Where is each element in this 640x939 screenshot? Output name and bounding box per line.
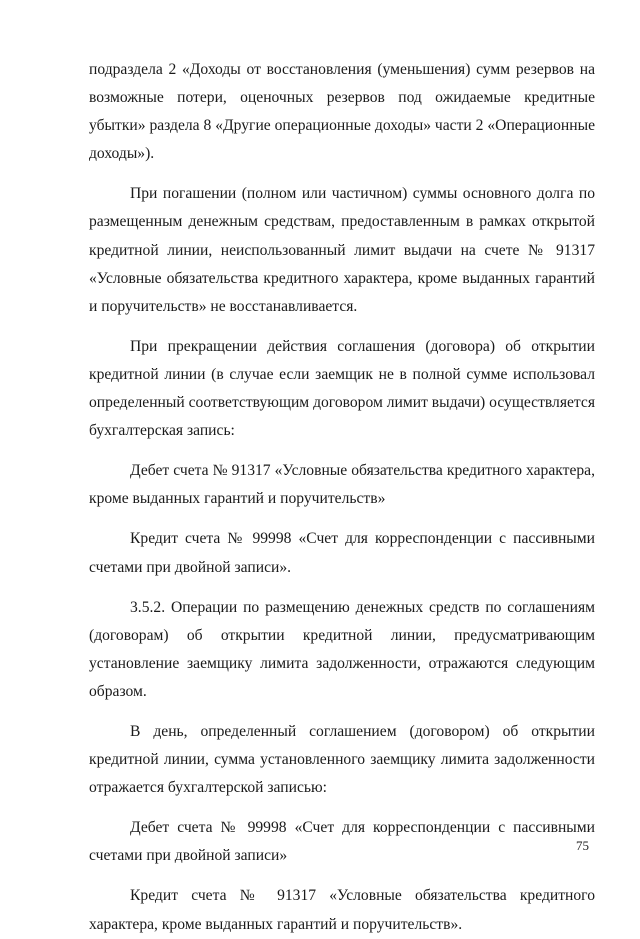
paragraph-termination: При прекращении действия соглашения (договора) об открытии кредитной линии (в случае если заемщик не в полной сумме использовал определенный соответствующим договором лимит выдачи) осуществляется бухгалтерская запись: (89, 337, 596, 440)
entry-debit-99998: Дебет счета № 99998 «Счет для корреспонденции с пассивными счетами при двойной записи» (89, 819, 595, 865)
paragraph-limit-day: В день, определенный соглашением (договором) об открытии кредитной линии, сумма установленного заемщику лимита задолженности отражается бухгалтерской записью: (89, 722, 595, 797)
entry-credit-91317: Кредит счета № 91317 «Условные обязательства кредитного характера, кроме выданных гарантий и поручительств». (89, 887, 595, 933)
document-body (89, 56, 595, 939)
entry-credit-99998: Кредит счета № 99998 «Счет для корреспонденции с пассивными счетами при двойной записи». (89, 530, 595, 576)
paragraph-continuation: подраздела 2 «Доходы от восстановления (уменьшения) сумм резервов на возможные потери, оценочных резервов под ожидаемые кредитные убытки» раздела 8 «Другие операционные доходы» части 2 «Операционные доходы»). (89, 61, 595, 163)
section-3-5-2: 3.5.2. Операции по размещению денежных средств по соглашениям (договорам) об открытии кредитной линии, предусматривающим установление заемщику лимита задолженности, отражаются следующим образом. (89, 598, 595, 700)
paragraph-repayment: При погашении (полном или частичном) суммы основного долга по размещенным денежным средствам, предоставленным в рамках открытой кредитной линии, неиспользованный лимит выдачи на счете № 91317 «Условные обязательства кредитного характера, кроме выданных гарантий и поручительств» не восстанавливается. (89, 185, 595, 315)
entry-debit-91317: Дебет счета № 91317 «Условные обязательства кредитного характера, кроме выданных гарантий и поручительств» (89, 462, 595, 508)
page-number: 75 (576, 838, 589, 853)
